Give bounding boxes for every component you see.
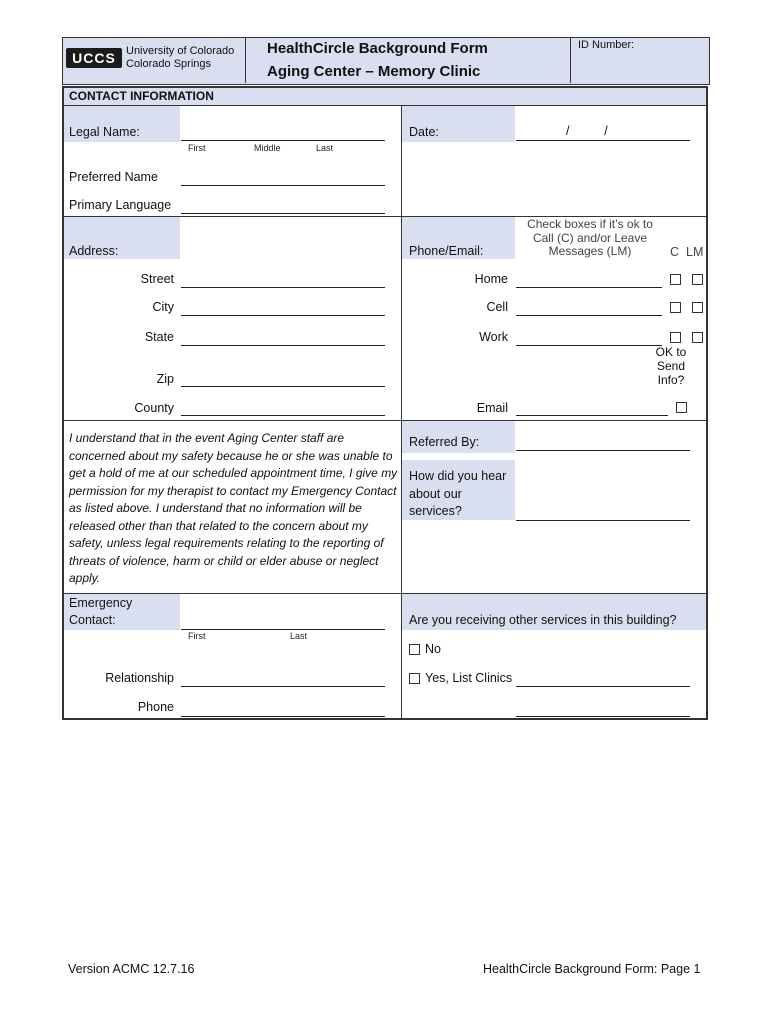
emergency-phone-label: Phone <box>137 700 174 714</box>
legal-name-input[interactable] <box>181 140 385 141</box>
ok-send-info-label: OK to Send Info? <box>655 345 687 387</box>
city-label: City <box>152 300 174 314</box>
email-input[interactable] <box>516 415 668 416</box>
emergency-name-input[interactable] <box>181 629 385 630</box>
university-line2: Colorado Springs <box>126 58 211 70</box>
county-input[interactable] <box>181 415 385 416</box>
list-clinics-input[interactable] <box>516 686 690 687</box>
date-input[interactable] <box>516 140 690 141</box>
footer-version: Version ACMC 12.7.16 <box>68 962 195 976</box>
emergency-contact-label: Emergency Contact: <box>69 596 133 627</box>
referred-by-label: Referred By: <box>409 435 480 449</box>
primary-language-label: Primary Language <box>69 198 172 212</box>
primary-language-input[interactable] <box>181 213 385 214</box>
form-title: HealthCircle Background Form <box>267 40 488 57</box>
emergency-first-hint: First <box>188 631 206 641</box>
form-subtitle: Aging Center – Memory Clinic <box>267 63 481 80</box>
state-input[interactable] <box>181 345 385 346</box>
address-label: Address: <box>69 244 119 258</box>
email-label: Email <box>476 401 508 415</box>
legal-last-hint: Last <box>316 143 334 153</box>
footer-page: HealthCircle Background Form: Page 1 <box>483 962 701 976</box>
legal-name-label: Legal Name: <box>69 125 140 139</box>
work-lm-checkbox[interactable] <box>692 332 703 343</box>
col-lm-label: LM <box>686 245 704 259</box>
checkbox-note: Check boxes if it’s ok to Call (C) and/or Leave Messages (LM) <box>527 217 653 258</box>
zip-input[interactable] <box>181 386 385 387</box>
id-number-label: ID Number: <box>578 39 635 51</box>
cell-c-checkbox[interactable] <box>670 302 681 313</box>
home-label: Home <box>474 272 508 286</box>
consent-statement: I understand that in the event Aging Center staff are concerned about my safety because he or she was unable to get a hold of me at our scheduled appointment time, I give my permission for my therapist to contact my Emergency Contact as listed above. I understand that no information will be released other than that related to the concern about my safety, unless legal requirements relating to the reporting of threats of violence, harm or child or elder abuse or neglect apply. <box>69 431 398 585</box>
header-divider-2 <box>570 37 571 83</box>
uccs-logo: UCCS <box>66 48 122 68</box>
relationship-input[interactable] <box>181 686 385 687</box>
state-label: State <box>144 330 174 344</box>
work-phone-input[interactable] <box>516 345 662 346</box>
email-ok-checkbox[interactable] <box>676 402 687 413</box>
home-lm-checkbox[interactable] <box>692 274 703 285</box>
preferred-name-label: Preferred Name <box>69 170 158 184</box>
relationship-label: Relationship <box>105 671 174 685</box>
no-checkbox[interactable] <box>409 644 420 655</box>
cell-lm-checkbox[interactable] <box>692 302 703 313</box>
no-label: No <box>425 642 441 656</box>
section-title: CONTACT INFORMATION <box>69 89 214 103</box>
how-hear-input[interactable] <box>516 520 690 521</box>
cell-label: Cell <box>486 300 508 314</box>
yes-checkbox[interactable] <box>409 673 420 684</box>
legal-middle-hint: Middle <box>254 143 281 153</box>
referred-by-input[interactable] <box>516 450 690 451</box>
home-phone-input[interactable] <box>516 287 662 288</box>
county-label: County <box>134 401 174 415</box>
header-divider-1 <box>245 37 246 83</box>
row-divider-2 <box>64 420 706 421</box>
list-clinics-input-2[interactable] <box>516 716 690 717</box>
emergency-phone-input[interactable] <box>181 716 385 717</box>
phone-email-label: Phone/Email: <box>409 244 484 258</box>
zip-label: Zip <box>156 372 174 386</box>
cell-phone-input[interactable] <box>516 315 662 316</box>
emergency-last-hint: Last <box>290 631 308 641</box>
street-label: Street <box>140 272 174 286</box>
date-slashes: / / <box>566 124 608 138</box>
how-hear-label: How did you hear about our services? <box>409 469 507 518</box>
other-services-question: Are you receiving other services in this building? <box>409 613 677 627</box>
yes-label: Yes, List Clinics <box>425 671 513 685</box>
home-c-checkbox[interactable] <box>670 274 681 285</box>
preferred-name-input[interactable] <box>181 185 385 186</box>
legal-first-hint: First <box>188 143 206 153</box>
work-c-checkbox[interactable] <box>670 332 681 343</box>
date-label: Date: <box>409 125 439 139</box>
col-c-label: C <box>670 245 680 259</box>
street-input[interactable] <box>181 287 385 288</box>
work-label: Work <box>479 330 508 344</box>
city-input[interactable] <box>181 315 385 316</box>
university-line1: University of Colorado <box>126 45 235 57</box>
